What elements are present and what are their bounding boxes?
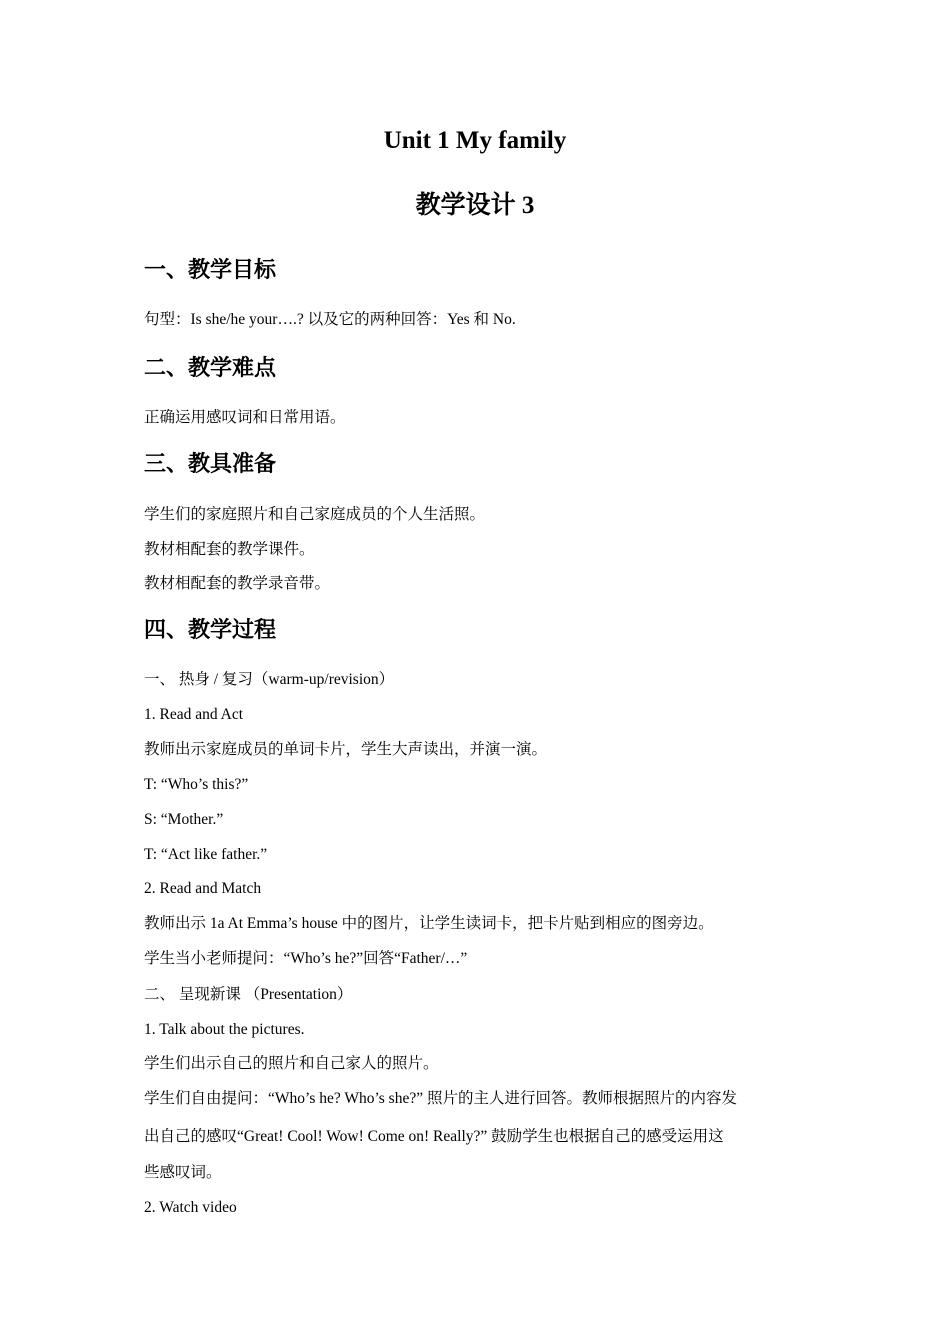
objectives-line: 句型：Is she/he your….? 以及它的两种回答：Yes 和 No.	[144, 311, 516, 328]
process-line: 教师出示 1a At Emma’s house 中的图片，让学生读词卡，把卡片贴到相应的图旁边。	[144, 915, 714, 932]
section-heading-materials: 三、教具准备	[144, 452, 277, 477]
document-title: Unit 1 My family	[383, 127, 567, 154]
document-subtitle: 教学设计 3	[415, 192, 535, 219]
section-heading-process: 四、教学过程	[144, 618, 277, 643]
process-line: 学生们自由提问：“Who’s he? Who’s she?” 照片的主人进行回答。教师根据照片的内容发	[144, 1090, 737, 1107]
process-line: 2. Read and Match	[144, 880, 262, 897]
difficulties-line: 正确运用感叹词和日常用语。	[144, 409, 346, 426]
materials-line: 教材相配套的教学课件。	[144, 541, 315, 558]
process-line: T: “Who’s this?”	[144, 776, 249, 793]
process-line: 1. Talk about the pictures.	[144, 1021, 305, 1038]
process-line: T: “Act like father.”	[144, 846, 268, 863]
process-line: 些感叹词。	[144, 1164, 222, 1181]
section-heading-difficulties: 二、教学难点	[144, 356, 277, 381]
process-line: 学生当小老师提问：“Who’s he?”回答“Father/…”	[144, 950, 468, 967]
section-heading-objectives: 一、教学目标	[144, 258, 277, 283]
process-line: 一、 热身 / 复习（warm-up/revision）	[144, 671, 395, 688]
materials-line: 学生们的家庭照片和自己家庭成员的个人生活照。	[144, 506, 486, 523]
process-line: 1. Read and Act	[144, 706, 244, 723]
materials-line: 教材相配套的教学录音带。	[144, 575, 331, 592]
process-line: S: “Mother.”	[144, 811, 224, 828]
process-line: 学生们出示自己的照片和自己家人的照片。	[144, 1055, 439, 1072]
process-line: 2. Watch video	[144, 1199, 237, 1216]
process-line: 出自己的感叹“Great! Cool! Wow! Come on! Really?” 鼓励学生也根据自己的感受运用这	[144, 1128, 724, 1145]
process-line: 教师出示家庭成员的单词卡片，学生大声读出，并演一演。	[144, 741, 548, 758]
process-line: 二、 呈现新课 （Presentation）	[144, 986, 353, 1003]
